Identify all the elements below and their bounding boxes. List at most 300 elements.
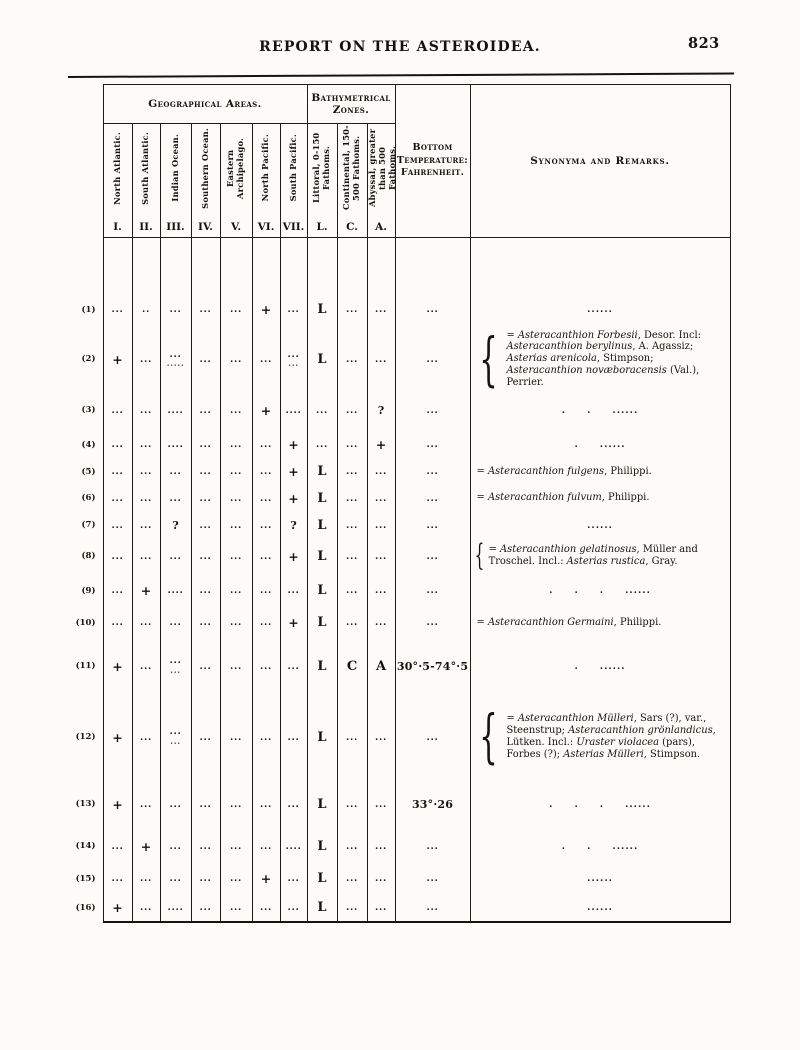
table-cell (367, 238, 395, 290)
table-row (70, 829, 730, 863)
table-row (70, 389, 730, 431)
remark-text: = Asteracanthion Germaini, Philippi. (476, 616, 662, 628)
table-cell: ... (367, 863, 395, 894)
bathymetrical-zones-header: Bathymetrical Zones. (307, 85, 395, 124)
remark-dots: . . . ...... (549, 798, 651, 810)
table-row (70, 637, 730, 695)
table-cell: ... (191, 695, 220, 779)
table-row (70, 485, 730, 511)
table-cell: + (103, 779, 132, 829)
column-numeral: A. (367, 216, 395, 238)
table-cell: ... (367, 458, 395, 485)
row-number (70, 238, 103, 290)
row-number: (1) (81, 304, 96, 315)
table-row (70, 458, 730, 485)
column-numeral: III. (160, 216, 191, 238)
table-cell: ... (191, 539, 220, 573)
table-cell: ... (160, 863, 191, 894)
table-cell: ... (395, 573, 470, 608)
table-cell: ... (252, 637, 280, 695)
table-cell: ... (160, 539, 191, 573)
bathy-column-header (337, 124, 367, 217)
table-cell: ... (160, 779, 191, 829)
table-cell: ... (220, 330, 252, 390)
table-cell: ... (307, 389, 337, 431)
table-cell: ... (132, 608, 160, 637)
row-number: (2) (81, 354, 96, 365)
table-cell: ... (220, 485, 252, 511)
row-number: (13) (75, 799, 96, 810)
table-cell: ... (132, 779, 160, 829)
geographical-areas-header: Geographical Areas. (103, 85, 307, 124)
table-cell: ... (395, 485, 470, 511)
table-cell: ... (337, 431, 367, 458)
table-cell: + (103, 330, 132, 390)
column-numeral: I. (103, 216, 132, 238)
table-cell: C (337, 637, 367, 695)
table-cell: + (280, 608, 307, 637)
table-cell: ... ..... (160, 330, 191, 390)
row-number: (4) (81, 439, 96, 450)
table-cell: ... (220, 894, 252, 922)
table-cell (220, 238, 252, 290)
table-cell: ... (191, 511, 220, 539)
table-cell: ... (160, 290, 191, 330)
row-number: (5) (81, 466, 96, 477)
table-cell: ... (160, 458, 191, 485)
table-cell: ... (132, 458, 160, 485)
table-cell: + (252, 389, 280, 431)
geo-column-header (132, 124, 160, 217)
table-cell: ... ... (160, 695, 191, 779)
table-cell: ... (191, 637, 220, 695)
table-cell: ... (337, 290, 367, 330)
table-cell: ... (367, 894, 395, 922)
table-cell: ... (191, 608, 220, 637)
table-cell: L (307, 539, 337, 573)
table-cell: L (307, 695, 337, 779)
table-cell: ... (191, 290, 220, 330)
table-cell: ... (252, 330, 280, 390)
table-cell (307, 238, 337, 290)
table-cell: ... (337, 894, 367, 922)
running-head (70, 36, 730, 55)
table-cell: L (307, 637, 337, 695)
table-cell: ... (132, 695, 160, 779)
row-number: (14) (75, 841, 96, 852)
table-cell: ? (280, 511, 307, 539)
table-cell: ... (191, 485, 220, 511)
table-cell: ... (337, 573, 367, 608)
remark-dots: . . ...... (561, 840, 639, 852)
table-cell: A (367, 637, 395, 695)
row-number: (11) (75, 661, 96, 672)
table-cell: L (307, 894, 337, 922)
table-cell: ... (132, 431, 160, 458)
column-numeral: C. (337, 216, 367, 238)
table-cell: ... (252, 511, 280, 539)
column-label: Abyssal, greater than 500 Fathoms. (366, 128, 397, 208)
table-cell (103, 238, 132, 290)
column-label: Continental, 150-500 Fathoms. (341, 125, 361, 211)
table-cell: + (103, 695, 132, 779)
table-cell: ... (307, 431, 337, 458)
synonyma-remarks-label: Synonyma and Remarks. (530, 155, 670, 167)
column-label: Littoral, 0-150 Fathoms. (311, 132, 331, 204)
table-cell: ... (252, 431, 280, 458)
table-cell: .. (132, 290, 160, 330)
table-cell: ... (337, 539, 367, 573)
table-cell: ... (280, 779, 307, 829)
remark-text: = Asteracanthion Mülleri, Sars (?), var., Steenstrup; Asteracanthion grönlandicus, Lütken. Incl.: Uraster violacea (pars), Forbes (?); Asterias Mülleri, Stimpson. (506, 713, 716, 760)
table-cell: ... (367, 330, 395, 390)
column-numeral: L. (307, 216, 337, 238)
table-cell: ... (160, 485, 191, 511)
table-cell: + (103, 894, 132, 922)
table-cell: ... (220, 539, 252, 573)
remark-dots: ...... (587, 902, 613, 914)
table-cell: ... (103, 431, 132, 458)
table-cell: ... (337, 389, 367, 431)
remark-cell (470, 637, 730, 695)
table-cell: ... (252, 779, 280, 829)
row-number: (15) (75, 873, 96, 884)
table-cell: ... (252, 894, 280, 922)
table-cell: ... (395, 330, 470, 390)
table-cell: ... (160, 829, 191, 863)
table-cell (337, 238, 367, 290)
column-label: Indian Ocean. (169, 134, 180, 202)
column-label: North Atlantic. (111, 131, 122, 205)
table-cell: ... (220, 863, 252, 894)
table-cell: 30°·5-74°·5 (395, 637, 470, 695)
table-cell: .... (280, 829, 307, 863)
table-cell: ... (280, 290, 307, 330)
table-cell: ... (132, 485, 160, 511)
table-row (70, 539, 730, 573)
table-cell: ... (103, 573, 132, 608)
table-cell: ? (160, 511, 191, 539)
table-row (70, 290, 730, 330)
table-cell: ... (103, 863, 132, 894)
species-distribution-table (70, 84, 731, 923)
table-cell: ... (395, 458, 470, 485)
table-cell: ... (367, 608, 395, 637)
table-cell: ... (337, 608, 367, 637)
table-cell (280, 238, 307, 290)
table-cell: ... (395, 608, 470, 637)
table-cell: 33°·26 (395, 779, 470, 829)
table-cell: ... (132, 539, 160, 573)
table-cell: ... (103, 485, 132, 511)
remark-block (471, 466, 730, 478)
table-row (70, 779, 730, 829)
remark-block (471, 492, 730, 504)
table-cell: ... (103, 389, 132, 431)
remark-text: = Asteracanthion Forbesii, Desor. Incl: Asteracanthion berylinus, A. Agassiz; Asterias arenicola, Stimpson; Asteracanthion novæboracensis (Val.), Perrier. (506, 329, 701, 389)
table-cell: ... (220, 695, 252, 779)
table-cell: ... (220, 511, 252, 539)
table-cell: ... (395, 695, 470, 779)
table-cell: + (367, 431, 395, 458)
table-cell: + (132, 573, 160, 608)
table-cell: .... (160, 389, 191, 431)
remark-block (471, 702, 730, 771)
table-cell: ... (367, 511, 395, 539)
table-cell: ... (220, 458, 252, 485)
row-number: (3) (81, 405, 96, 416)
table-row (70, 863, 730, 894)
table-cell: ... (132, 863, 160, 894)
geo-column-header (280, 124, 307, 217)
table-cell: ... (132, 511, 160, 539)
remark-cell (470, 539, 730, 573)
table-cell: ... (280, 894, 307, 922)
table-cell: ... (367, 695, 395, 779)
table-cell: ... (132, 894, 160, 922)
table-cell: L (307, 458, 337, 485)
table-cell: ... (220, 829, 252, 863)
table-cell: ... (337, 695, 367, 779)
table-cell: L (307, 511, 337, 539)
row-number: (8) (81, 551, 96, 562)
synonyma-remarks-header (470, 85, 730, 238)
table-cell: ... (280, 863, 307, 894)
table-cell: ... (132, 389, 160, 431)
table-cell: ... (367, 573, 395, 608)
table-cell: .... (160, 573, 191, 608)
table-cell: L (307, 573, 337, 608)
table-cell: ... (337, 330, 367, 390)
remark-block (471, 617, 730, 629)
table-cell: ... (220, 290, 252, 330)
remark-cell (470, 779, 730, 829)
table-cell: ... (252, 608, 280, 637)
remark-dots: . ...... (574, 439, 626, 451)
table-cell: ... (395, 389, 470, 431)
left-brace: { (478, 702, 498, 771)
table-cell: + (252, 290, 280, 330)
column-label: Eastern Archipelago. (225, 137, 245, 199)
table-row (70, 330, 730, 390)
geo-column-header (103, 124, 132, 217)
table-row (70, 511, 730, 539)
table-cell: ... (220, 389, 252, 431)
table-cell: ... (191, 389, 220, 431)
group-header-row (70, 85, 730, 124)
table-cell: ... (220, 431, 252, 458)
remark-dots: . . . ...... (549, 585, 651, 597)
table-cell: ... (103, 290, 132, 330)
remark-dots: . . ...... (561, 404, 639, 416)
top-rule (68, 73, 734, 79)
table-cell: ... (367, 829, 395, 863)
table-cell (470, 238, 730, 290)
table-cell: ... (252, 539, 280, 573)
table-cell: ... (337, 829, 367, 863)
table-cell: ... (395, 829, 470, 863)
table-body (70, 238, 730, 923)
remark-text: = Asteracanthion gelatinosus, Müller and Troschel. Incl.: Asterias rustica, Gray. (488, 544, 698, 568)
remark-cell (470, 511, 730, 539)
remark-dots: ...... (587, 873, 613, 885)
table-cell: ... (252, 485, 280, 511)
table-cell: .... (160, 431, 191, 458)
table-cell: L (307, 290, 337, 330)
table-row (70, 695, 730, 779)
remark-cell (470, 863, 730, 894)
table-cell: ... (252, 829, 280, 863)
bathy-column-header (367, 124, 395, 217)
left-brace: { (474, 538, 484, 574)
geo-column-header (191, 124, 220, 217)
spacer-row (70, 238, 730, 290)
bathy-column-header (307, 124, 337, 217)
row-number: (16) (75, 903, 96, 914)
table-cell: ... (132, 330, 160, 390)
table-cell: + (280, 485, 307, 511)
table-cell: ... (160, 608, 191, 637)
remark-dots: ...... (587, 304, 613, 315)
table-cell: ... (280, 695, 307, 779)
table-cell: ... (191, 863, 220, 894)
table-cell: ... (132, 637, 160, 695)
remark-dots: ...... (587, 519, 613, 531)
page-number: 823 (688, 35, 720, 52)
table-cell: ... (191, 894, 220, 922)
row-number: (10) (75, 617, 96, 628)
bottom-temperature-label: Bottom Temperature: Fahrenheit. (396, 141, 469, 179)
remark-cell (470, 324, 730, 393)
remark-cell (470, 608, 730, 637)
remark-cell (470, 573, 730, 608)
geo-column-header (220, 124, 252, 217)
table-cell: .... (160, 894, 191, 922)
remark-cell (470, 458, 730, 485)
table-cell: + (132, 829, 160, 863)
page-title: REPORT ON THE ASTEROIDEA. (259, 39, 541, 55)
column-numeral: IV. (191, 216, 220, 238)
table-cell: + (252, 863, 280, 894)
table-cell: ... (103, 511, 132, 539)
table-cell: ... (395, 894, 470, 922)
table-cell: ... ... (160, 637, 191, 695)
table-cell: L (307, 330, 337, 390)
table-cell: ... (395, 431, 470, 458)
table-cell: ... (367, 290, 395, 330)
left-brace: { (478, 324, 498, 393)
table-cell: ... (395, 863, 470, 894)
table-cell (252, 238, 280, 290)
table-cell (132, 238, 160, 290)
table-cell: ... (103, 539, 132, 573)
column-label: South Atlantic. (140, 131, 151, 205)
table-cell: ... (367, 779, 395, 829)
remark-dots: . ...... (574, 660, 626, 672)
table-cell (191, 238, 220, 290)
table-cell: ... (280, 637, 307, 695)
geo-column-header (160, 124, 191, 217)
table-cell: ... (337, 458, 367, 485)
remark-cell (470, 695, 730, 779)
table-cell: ? (367, 389, 395, 431)
table-row (70, 608, 730, 637)
table-cell: ... (220, 637, 252, 695)
table-cell: ... (220, 779, 252, 829)
table-cell: ... (252, 458, 280, 485)
table-cell: ... (252, 695, 280, 779)
bottom-temperature-header (395, 85, 470, 238)
column-numeral: VI. (252, 216, 280, 238)
remark-cell (470, 894, 730, 922)
row-number: (9) (81, 585, 96, 596)
table-cell: ... (191, 829, 220, 863)
table-cell: ... (191, 330, 220, 390)
table-cell: ... (280, 573, 307, 608)
remark-cell (470, 290, 730, 330)
remark-cell (470, 485, 730, 511)
table-cell: L (307, 485, 337, 511)
table-cell: ... (395, 539, 470, 573)
table-cell: + (280, 458, 307, 485)
table-cell: ... (191, 458, 220, 485)
table-cell: ... (103, 829, 132, 863)
remark-text: = Asteracanthion fulgens, Philippi. (476, 465, 652, 477)
column-label: Southern Ocean. (199, 127, 210, 209)
table-cell: ... (252, 573, 280, 608)
table-cell: ... (337, 511, 367, 539)
column-label: North Pacific. (260, 134, 271, 202)
remark-cell (470, 829, 730, 863)
table-cell: ... ... (280, 330, 307, 390)
column-numeral: II. (132, 216, 160, 238)
table-cell: ... (191, 573, 220, 608)
remark-block (471, 324, 730, 393)
table-cell: L (307, 863, 337, 894)
table-cell: ... (220, 573, 252, 608)
table-row (70, 431, 730, 458)
row-number: (6) (81, 493, 96, 504)
table-cell: + (103, 637, 132, 695)
remark-text: = Asteracanthion fulvum, Philippi. (476, 492, 650, 504)
table-cell: ... (395, 511, 470, 539)
table-cell: ... (367, 539, 395, 573)
row-number: (12) (75, 732, 96, 743)
table-cell: ... (337, 863, 367, 894)
column-label: South Pacific. (287, 134, 298, 202)
table-cell: ... (395, 290, 470, 330)
table-cell: L (307, 829, 337, 863)
table-cell (160, 238, 191, 290)
table-cell: .... (280, 389, 307, 431)
table-cell (395, 238, 470, 290)
remark-cell (470, 431, 730, 458)
table-row (70, 894, 730, 922)
table-cell: ... (191, 779, 220, 829)
column-numeral: VII. (280, 216, 307, 238)
table-cell: L (307, 608, 337, 637)
table-row (70, 573, 730, 608)
table-cell: L (307, 779, 337, 829)
table-cell: ... (191, 431, 220, 458)
table-cell: ... (103, 608, 132, 637)
remark-block (471, 538, 730, 574)
remark-cell (470, 389, 730, 431)
table-cell: ... (337, 779, 367, 829)
table-cell: ... (220, 608, 252, 637)
row-number-gutter (70, 85, 103, 238)
table-cell: ... (103, 458, 132, 485)
